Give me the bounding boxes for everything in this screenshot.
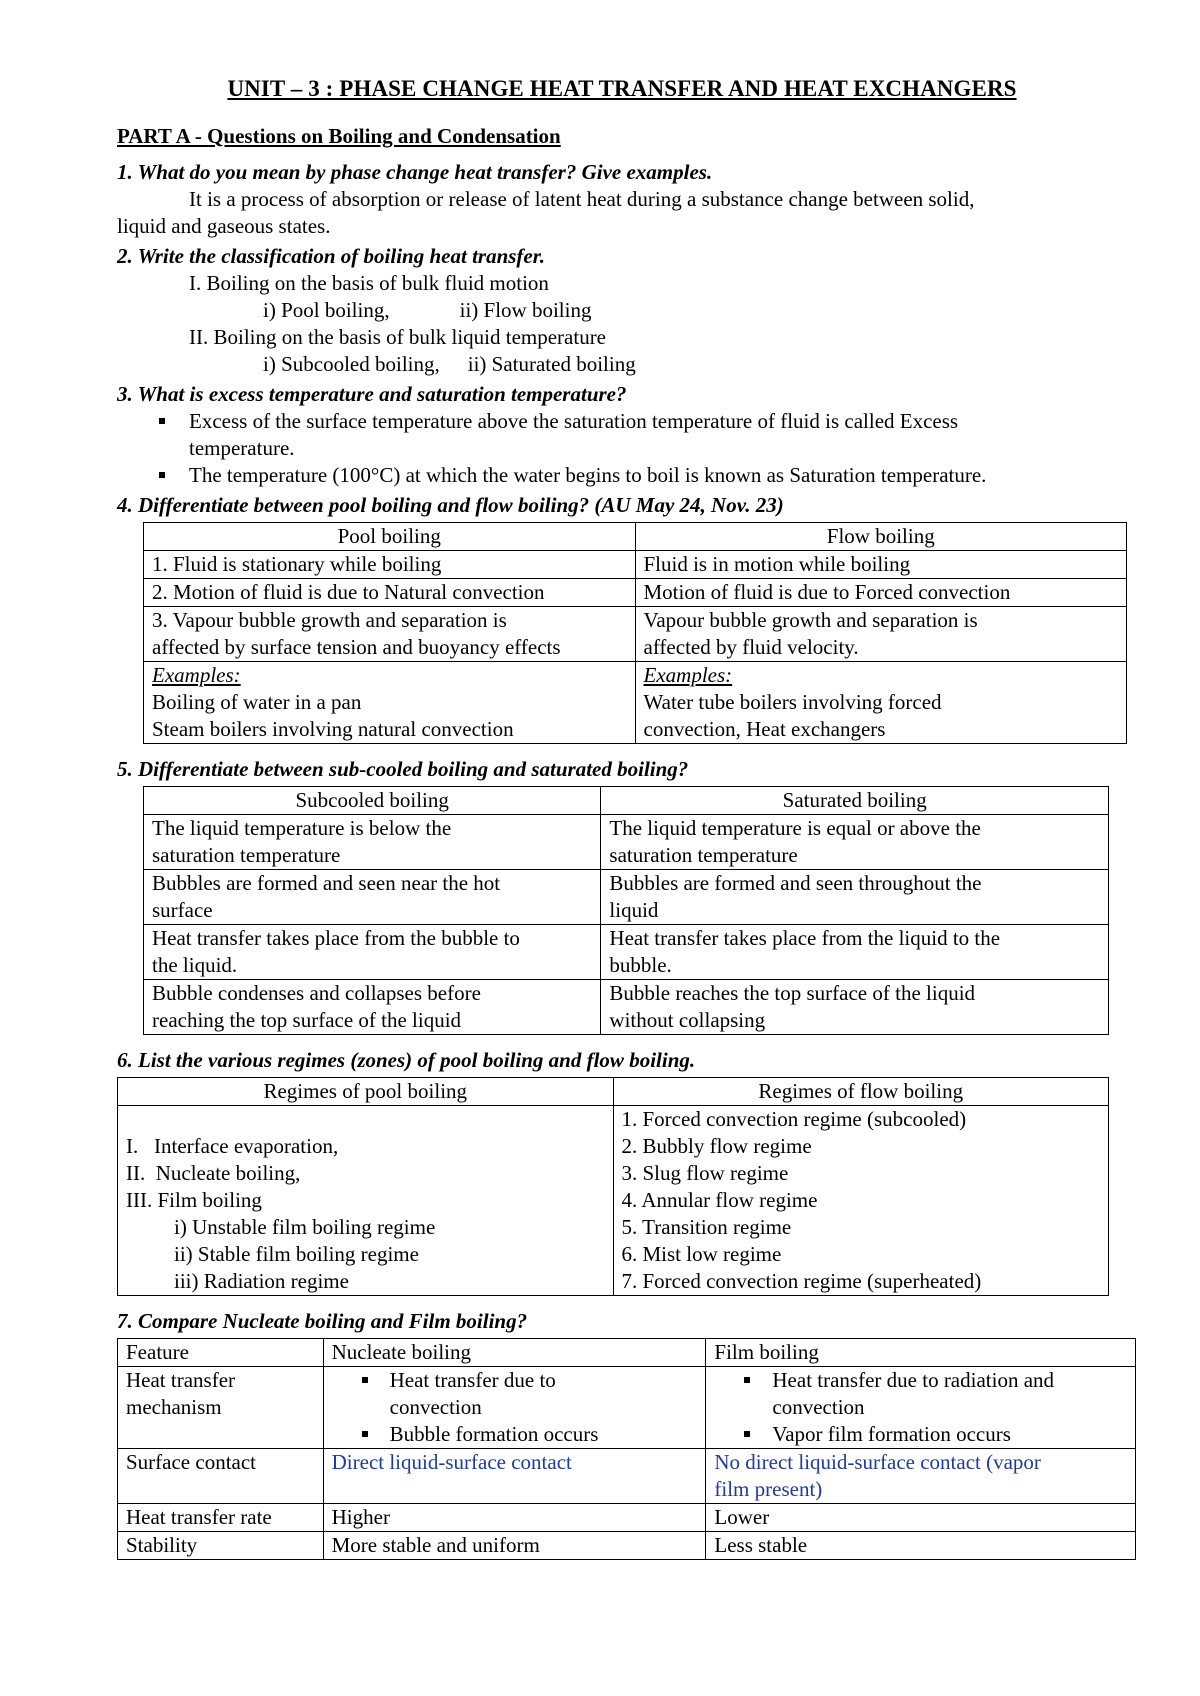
header-flow-regimes: Regimes of flow boiling: [613, 1078, 1109, 1106]
header-flow-boiling: Flow boiling: [635, 523, 1127, 551]
answer-3-list: [117, 408, 1127, 489]
list-item: 4. Annular flow regime: [621, 1188, 818, 1212]
table-header-row: [144, 787, 1109, 815]
table-cell: Bubble condenses and collapses before reaching the top surface of the liquid: [144, 980, 601, 1035]
question-6: 6. List the various regimes (zones) of pool boiling and flow boiling.: [117, 1048, 696, 1072]
table-cell: Fluid is in motion while boiling: [635, 551, 1127, 579]
list-item: i) Unstable film boiling regime: [174, 1215, 436, 1239]
table-row: [144, 607, 1127, 662]
header-feature: Feature: [118, 1339, 324, 1367]
table-cell: No direct liquid-surface contact (vapor film present): [706, 1449, 1136, 1504]
header-pool-regimes: Regimes of pool boiling: [118, 1078, 614, 1106]
list-item: 3. Slug flow regime: [621, 1161, 789, 1185]
header-saturated-boiling: Saturated boiling: [601, 787, 1109, 815]
flow-boiling-item: ii) Flow boiling: [459, 298, 592, 322]
list-item: Heat transfer due to convection: [390, 1367, 698, 1421]
table-row: [118, 1449, 1136, 1504]
table-cell: 3. Vapour bubble growth and separation is affected by surface tension and buoyancy effects: [144, 607, 636, 662]
document-page: [117, 76, 1127, 1560]
list-item: Bubble formation occurs: [390, 1421, 698, 1448]
subcooled-vs-saturated-table: [143, 786, 1109, 1035]
list-item: The temperature (100°C) at which the water begins to boil is known as Saturation temperature.: [189, 462, 1127, 489]
table-cell: Vapour bubble growth and separation is affected by fluid velocity.: [635, 607, 1127, 662]
table-cell: Heat transfer takes place from the liquid to the bubble.: [601, 925, 1109, 980]
list-item: II. Nucleate boiling,: [126, 1161, 301, 1185]
table-row: [118, 1504, 1136, 1532]
part-title: PART A - Questions on Boiling and Condensation: [117, 124, 561, 148]
table-cell: Direct liquid-surface contact: [323, 1449, 706, 1504]
saturated-boiling-item: ii) Saturated boiling: [467, 352, 636, 376]
table-cell: Surface contact: [118, 1449, 324, 1504]
examples-label: Examples:: [152, 663, 241, 687]
nucleate-vs-film-table: [117, 1338, 1136, 1560]
answer-1-line-1: It is a process of absorption or release of latent heat during a substance change between solid,: [189, 187, 975, 211]
table-row: [144, 925, 1109, 980]
table-cell: Less stable: [706, 1532, 1136, 1560]
list-item: ii) Stable film boiling regime: [174, 1242, 419, 1266]
question-4: 4. Differentiate between pool boiling and flow boiling? (AU May 24, Nov. 23): [117, 493, 784, 517]
list-item: 6. Mist low regime: [621, 1242, 782, 1266]
list-item: Excess of the surface temperature above the saturation temperature of fluid is called Excess temperature.: [189, 408, 1127, 462]
subcooled-boiling-item: i) Subcooled boiling,: [263, 352, 440, 376]
table-header-row: [118, 1339, 1136, 1367]
table-cell: The liquid temperature is equal or above the saturation temperature: [601, 815, 1109, 870]
table-cell: [323, 1367, 706, 1449]
unit-title: UNIT – 3 : PHASE CHANGE HEAT TRANSFER AND HEAT EXCHANGERS: [227, 76, 1017, 101]
table-row: [118, 1532, 1136, 1560]
boiling-regimes-table: [117, 1077, 1109, 1296]
table-row: [118, 1367, 1136, 1449]
question-5: 5. Differentiate between sub-cooled boiling and saturated boiling?: [117, 757, 689, 781]
table-cell: 1. Fluid is stationary while boiling: [144, 551, 636, 579]
table-row: [144, 579, 1127, 607]
question-1: 1. What do you mean by phase change heat transfer? Give examples.: [117, 160, 713, 184]
answer-1-line-2: liquid and gaseous states.: [117, 214, 331, 238]
pool-boiling-item: i) Pool boiling,: [263, 298, 390, 322]
header-pool-boiling: Pool boiling: [144, 523, 636, 551]
pool-vs-flow-table: [143, 522, 1127, 744]
table-header-row: [144, 523, 1127, 551]
table-cell: Bubble reaches the top surface of the liquid without collapsing: [601, 980, 1109, 1035]
header-nucleate-boiling: Nucleate boiling: [323, 1339, 706, 1367]
list-item: Heat transfer due to radiation and convection: [772, 1367, 1127, 1421]
classification-1-types: [117, 297, 1127, 324]
table-cell: Bubbles are formed and seen near the hot surface: [144, 870, 601, 925]
table-row: [144, 551, 1127, 579]
table-cell: Heat transfer rate: [118, 1504, 324, 1532]
list-item: III. Film boiling: [126, 1188, 262, 1212]
question-2: 2. Write the classification of boiling heat transfer.: [117, 244, 546, 268]
classification-1: I. Boiling on the basis of bulk fluid motion: [189, 271, 549, 295]
list-item: I. Interface evaporation,: [126, 1134, 339, 1158]
question-7: 7. Compare Nucleate boiling and Film boiling?: [117, 1309, 528, 1333]
list-item: 1. Forced convection regime (subcooled): [621, 1107, 967, 1131]
list-item: Vapor film formation occurs: [772, 1421, 1127, 1448]
question-3: 3. What is excess temperature and saturation temperature?: [117, 382, 627, 406]
table-row: [144, 870, 1109, 925]
table-header-row: [118, 1078, 1109, 1106]
table-row: [144, 815, 1109, 870]
list-item: iii) Radiation regime: [174, 1269, 349, 1293]
list-item: 7. Forced convection regime (superheated): [621, 1269, 982, 1293]
table-cell: Heat transfer mechanism: [118, 1367, 324, 1449]
table-cell: The liquid temperature is below the saturation temperature: [144, 815, 601, 870]
table-cell: [706, 1367, 1136, 1449]
table-cell: Stability: [118, 1532, 324, 1560]
table-cell: Bubbles are formed and seen throughout the liquid: [601, 870, 1109, 925]
pool-regimes-cell: [118, 1106, 614, 1296]
table-cell: 2. Motion of fluid is due to Natural convection: [144, 579, 636, 607]
classification-2-types: [117, 351, 1127, 378]
header-film-boiling: Film boiling: [706, 1339, 1136, 1367]
table-cell: Motion of fluid is due to Forced convection: [635, 579, 1127, 607]
table-cell: Examples: Boiling of water in a pan Steam boilers involving natural convection: [144, 662, 636, 744]
classification-2: II. Boiling on the basis of bulk liquid temperature: [189, 325, 607, 349]
examples-label: Examples:: [643, 663, 733, 687]
table-row: [144, 662, 1127, 744]
table-cell: Lower: [706, 1504, 1136, 1532]
list-item: 2. Bubbly flow regime: [621, 1134, 812, 1158]
table-cell: Higher: [323, 1504, 706, 1532]
flow-regimes-cell: [613, 1106, 1109, 1296]
table-cell: More stable and uniform: [323, 1532, 706, 1560]
header-subcooled-boiling: Subcooled boiling: [144, 787, 601, 815]
table-row: [118, 1106, 1109, 1296]
table-row: [144, 980, 1109, 1035]
table-cell: Examples: Water tube boilers involving forced convection, Heat exchangers: [635, 662, 1127, 744]
list-item: 5. Transition regime: [621, 1215, 792, 1239]
table-cell: Heat transfer takes place from the bubble to the liquid.: [144, 925, 601, 980]
